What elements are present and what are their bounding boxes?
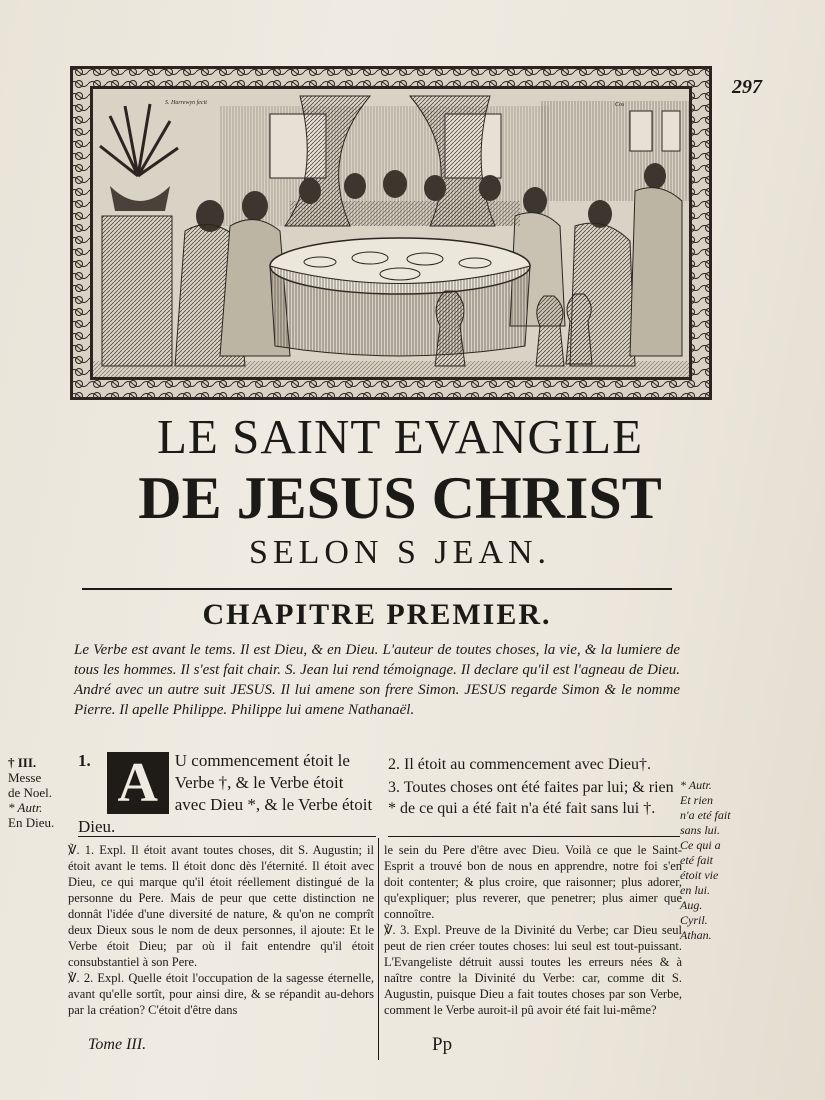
margin-note: n'a eté fait [680,808,731,822]
title-line-2: DE JESUS CHRIST [138,465,662,531]
title-line-3: SELON S JEAN. [248,534,552,571]
right-margin-notes [680,778,740,943]
verse-1 [78,750,376,838]
margin-note: * Autr. [680,778,712,792]
verses-2-3 [388,754,680,819]
engraver-signature-right: Cos [615,102,625,108]
margin-note: en lui. [680,883,710,897]
margin-note: eté fait [680,853,713,867]
margin-note: Athan. [680,928,712,942]
title-line-1: LE SAINT EVANGILE [156,409,644,464]
engraver-signature-left: S. Harrewyn fecit [165,100,207,106]
margin-note: Ce qui a [680,838,721,852]
margin-note: * Autr. [8,800,43,815]
commentary-paragraph: ℣. 1. Expl. Il étoit avant toutes choses, dit S. Augustin; il étoit avant le tems. Il étoit donc dès l'éternité. Il étoit avec Dieu, ce qui marque qu'il étoit réellement distingué de la personne du Pere. Mais de peur que cette distinction ne donnât l'idée d'une diversité de nature, & qu'on ne comprît deux Dieux sous le nom de deux personnes, il ajoute: Et le Verbe étoit Dieu; par où il fait entendre qu'il étoit consubstantiel à son Pere. [68,843,374,969]
commentary-rule-left [78,836,376,837]
verse-2: 2. Il étoit au commencement avec Dieu†. [388,756,652,773]
column-divider [378,838,379,1060]
margin-note: de Noel. [8,785,53,800]
drop-cap-letter: A [107,752,169,814]
chapter-summary-text: Le Verbe est avant le tems. Il est Dieu, & en Dieu. L'auteur de toutes choses, la vie, & la lumiere de tous les hommes. Il s'est fait chair. S. Jean lui rend témoignage. Il declare qu'il est l'agneau de Dieu. André avec un autre suit JESUS. Il lui amene son frere Simon. JESUS regarde Simon & le nomme Pierre. Il apelle Philippe. Philippe lui amene Nathanaël. [74,642,680,718]
commentary-paragraph: ℣. 3. Expl. Preuve de la Divinité du Verbe; car Dieu seul peut de rien créer toutes choses: lui seul est tout-puissant. L'Evangeliste détruit aussi toutes les erreurs nées & à naître contre la Divinité du Verbe: car, comme dit S. Augustin, puisque Dieu a fait toutes choses par son Verbe, comment le Verbe auroit-il pû avoir été fait lui-même? [384,923,682,1017]
commentary-right-column [384,842,682,1018]
commentary-paragraph: ℣. 2. Expl. Quelle étoit l'occupation de la sagesse éternelle, avant qu'elle sortît, pour ainsi dire, & se répandit au-dehors par la création? C'étoit d'être dans [68,971,374,1017]
margin-note: En Dieu. [8,815,55,830]
chapter-heading: CHAPITRE PREMIER. [202,598,552,631]
engraving-svg [70,66,712,400]
verse-number: 1. [78,751,91,770]
commentary-rule-right [388,836,680,837]
left-margin-notes [8,755,70,830]
footer-signature-mark: Pp [432,1034,453,1055]
margin-note: Cyril. [680,913,708,927]
margin-note: Messe [8,770,42,785]
margin-note: † III. [8,755,37,770]
margin-note: sans lui. [680,823,721,837]
margin-note: Et rien [680,793,713,807]
footer-volume: Tome III. [88,1036,147,1053]
verse-1-text: U commencement étoit le Verbe †, & le Verbe étoit avec Dieu *, & le Verbe étoit Dieu. [78,751,373,836]
verse-3: 3. Toutes choses ont été faites par lui; & rien * de ce qui a été fait n'a été fait sans lui †. [388,779,674,817]
commentary-left-column [68,842,374,1018]
engraving-illustration [70,66,712,400]
margin-note: étoit vie [680,868,719,882]
page-number: 297 [732,76,762,98]
chapter-summary [74,640,680,720]
title-rule [82,588,672,590]
commentary-paragraph: le sein du Pere d'être avec Dieu. Voilà ce que le Saint-Esprit a trouvé bon de nous en apprendre, notre foi s'en doit contenter; & plus croire, que raisonner; plus adorer, qu'expliquer; plus reverer, que penetrer; plus aimer que connoître. [384,843,682,921]
margin-note: Aug. [680,898,703,912]
